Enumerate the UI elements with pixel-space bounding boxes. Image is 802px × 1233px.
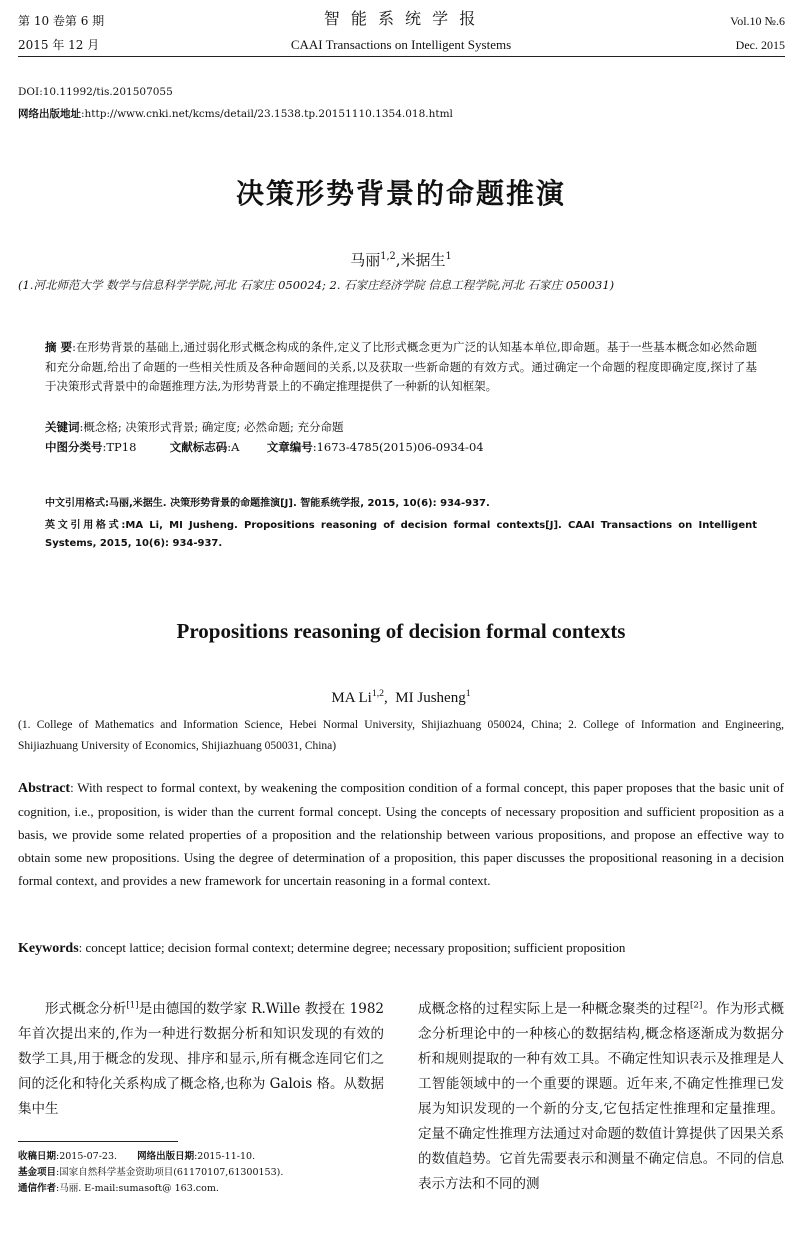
- author-sep-en: ,: [384, 690, 396, 706]
- author-1-cn: 马丽: [350, 251, 381, 269]
- header-journal-en: CAAI Transactions on Intelligent Systems: [290, 37, 512, 52]
- online-pub-date: :2015-11-10.: [194, 1151, 256, 1162]
- corresponding-label: 通信作者: [18, 1183, 57, 1194]
- reference-1[interactable]: [1]: [126, 1000, 139, 1011]
- clc-value: :TP18: [102, 440, 137, 454]
- article-no-value: :1673-4785(2015)06-0934-04: [312, 440, 484, 454]
- keywords-cn-text: :概念格; 决策形式背景; 确定度; 必然命题; 充分命题: [79, 420, 344, 434]
- clc-label: 中图分类号: [45, 440, 103, 454]
- header-vol-en: Vol.10 №.6: [730, 14, 785, 28]
- citation-en-label: 英文引用格式: [45, 520, 122, 531]
- title-cn: 决策形势背景的命题推演: [235, 177, 566, 210]
- body-paragraph: [18, 997, 384, 1122]
- author-2-cn-affil: 1: [445, 251, 452, 262]
- author-2-en: MI Jusheng: [395, 690, 466, 706]
- body-column-left: [18, 997, 384, 1122]
- authors-en: [0, 690, 802, 707]
- doc-code-value: :A: [227, 440, 240, 454]
- online-url[interactable]: :http://www.cnki.net/kcms/detail/23.1538.tp.20151110.1354.018.html: [81, 108, 453, 120]
- citation-cn-label: 中文引用格式: [45, 498, 105, 509]
- keywords-en: [18, 936, 784, 960]
- footnote-rule: [18, 1141, 178, 1142]
- funding-label: 基金项目: [18, 1167, 57, 1178]
- citation-en-text: :MA Li, MI Jusheng. Propositions reasoning of decision formal contexts[J]. CAAI Transactions on Intelligent Systems, 2015, 10(6): 934-937.: [45, 520, 758, 549]
- header-date-en: Dec. 2015: [735, 38, 785, 52]
- corresponding-value: :马丽. E-mail:sumasoft@ 163.com.: [56, 1183, 219, 1194]
- article-no-label: 文章编号: [266, 440, 313, 454]
- body-text: 形式概念分析: [45, 1001, 127, 1017]
- body-text: 是由德国的数学家 R.Wille 教授在 1982 年首次提出来的,作为一种进行数据分析和知识发现的有效的数学工具,用于概念的发现、排序和显示,所有概念连同它们之间的泛化和特化关系构成了概念格,也称为 Galois 格。从数据集中生: [18, 1001, 384, 1117]
- author-1-en: MA Li: [331, 690, 372, 706]
- citation-cn: [45, 495, 757, 513]
- author-1-cn-affil: 1,2: [380, 251, 396, 262]
- received-label: 收稿日期: [18, 1151, 57, 1162]
- online-pub-label: 网络出版日期: [137, 1151, 195, 1162]
- keywords-cn: [45, 418, 757, 438]
- keywords-en-text: : concept lattice; decision formal context; determine degree; necessary proposition; sufficient proposition: [78, 940, 626, 955]
- reference-2[interactable]: [2]: [689, 1000, 703, 1011]
- body-text: 。作为形式概念分析理论中的一种核心的数据结构,概念格逐渐成为数据分析和规则提取的一种有效工具。不确定性知识表示及推理是人工智能领域中的一个重要的课题。近年来,不确定性推理已发展为知识发现的一个新的分支,它包括定性推理和定量推理。定量不确定性推理方法通过对命题的数值计算提供了因果关系的数值趋势。它首先需要表示和测量不确定信息。不同的信息表示方法和不同的测: [418, 1001, 785, 1192]
- header-rule: [18, 56, 785, 57]
- header-journal-cn: 智 能 系 统 学 报: [323, 9, 479, 28]
- funding-value: :国家自然科学基金资助项目(61170107,61300153).: [56, 1167, 284, 1178]
- title-en: Propositions reasoning of decision formal contexts: [176, 619, 626, 643]
- abstract-cn-text: :在形势背景的基础上,通过弱化形式概念构成的条件,定义了比形式概念更为广泛的认知基本单位,即命题。基于一些基本概念如必然命题和充分命题,给出了命题的一些相关性质及各种命题间的关系,以及获取一些新命题的有效方式。通过确定一个命题的程度即确定度,探讨了基于决策形式背景中的命题推理方法,为形势背景上的不确定推理提供了一种新的认知框架。: [45, 340, 757, 393]
- author-2-cn: 米据生: [400, 251, 446, 269]
- body-column-right: [418, 997, 784, 1197]
- online-address-line: [18, 106, 453, 122]
- body-paragraph: [418, 997, 784, 1197]
- keywords-cn-label: 关键词: [45, 420, 80, 434]
- classification-line: [45, 438, 757, 458]
- abstract-cn: [45, 338, 757, 397]
- author-2-en-affil: 1: [465, 688, 471, 699]
- footnote-corresponding: [18, 1181, 388, 1196]
- header-volume: 第 10 卷第 6 期: [18, 14, 105, 28]
- affiliation-cn: (1.河北师范大学 数学与信息科学学院,河北 石家庄 050024; 2. 石家庄经济学院 信息工程学院,河北 石家庄 050031): [18, 278, 615, 292]
- footnote-funding: [18, 1165, 388, 1180]
- doi-line: [18, 84, 173, 100]
- keywords-en-label: Keywords: [18, 941, 79, 956]
- affiliation-en: (1. College of Mathematics and Information Science, Hebei Normal University, Shijiazhuang 050024, China; 2. College of Information and Engineering, Shijiazhuang University of Economics, Shijiazhuang 050031, China): [18, 719, 784, 752]
- doi-value: :10.11992/tis.201507055: [39, 86, 173, 98]
- doc-code-label: 文献标志码: [169, 440, 228, 454]
- abstract-en-label: Abstract: [18, 781, 71, 796]
- author-1-en-affil: 1,2: [371, 688, 385, 699]
- received-date: :2015-07-23.: [56, 1151, 118, 1162]
- footnote-dates: [18, 1149, 388, 1164]
- abstract-cn-label: 摘 要: [45, 340, 73, 354]
- doi-label: DOI: [18, 86, 40, 98]
- online-label: 网络出版地址: [18, 108, 81, 120]
- header-date: 2015 年 12 月: [18, 38, 100, 52]
- abstract-en: [18, 776, 784, 892]
- body-text: 成概念格的过程实际上是一种概念聚类的过程: [418, 1001, 690, 1017]
- authors-cn: [0, 249, 802, 270]
- citation-cn-text: :马丽,米据生. 决策形势背景的命题推演[J]. 智能系统学报, 2015, 10(6): 934-937.: [105, 498, 490, 509]
- author-sep: ,: [395, 251, 401, 269]
- abstract-en-text: : With respect to formal context, by weakening the composition condition of a formal concept, this paper proposes that the basic unit of cognition, i.e., proposition, is wider than the current formal concept. Using the concepts of necessary proposition and sufficient proposition as a basis, we provide some related properties of a proposition and the relationship between various propositions, and propose an effective way to obtain some new propositions. Using the degree of determination of a proposition, this paper discusses the propositional reasoning in a decision formal context, and provides a new framework for uncertain reasoning in a formal context.: [18, 780, 784, 888]
- citation-en: [45, 517, 757, 553]
